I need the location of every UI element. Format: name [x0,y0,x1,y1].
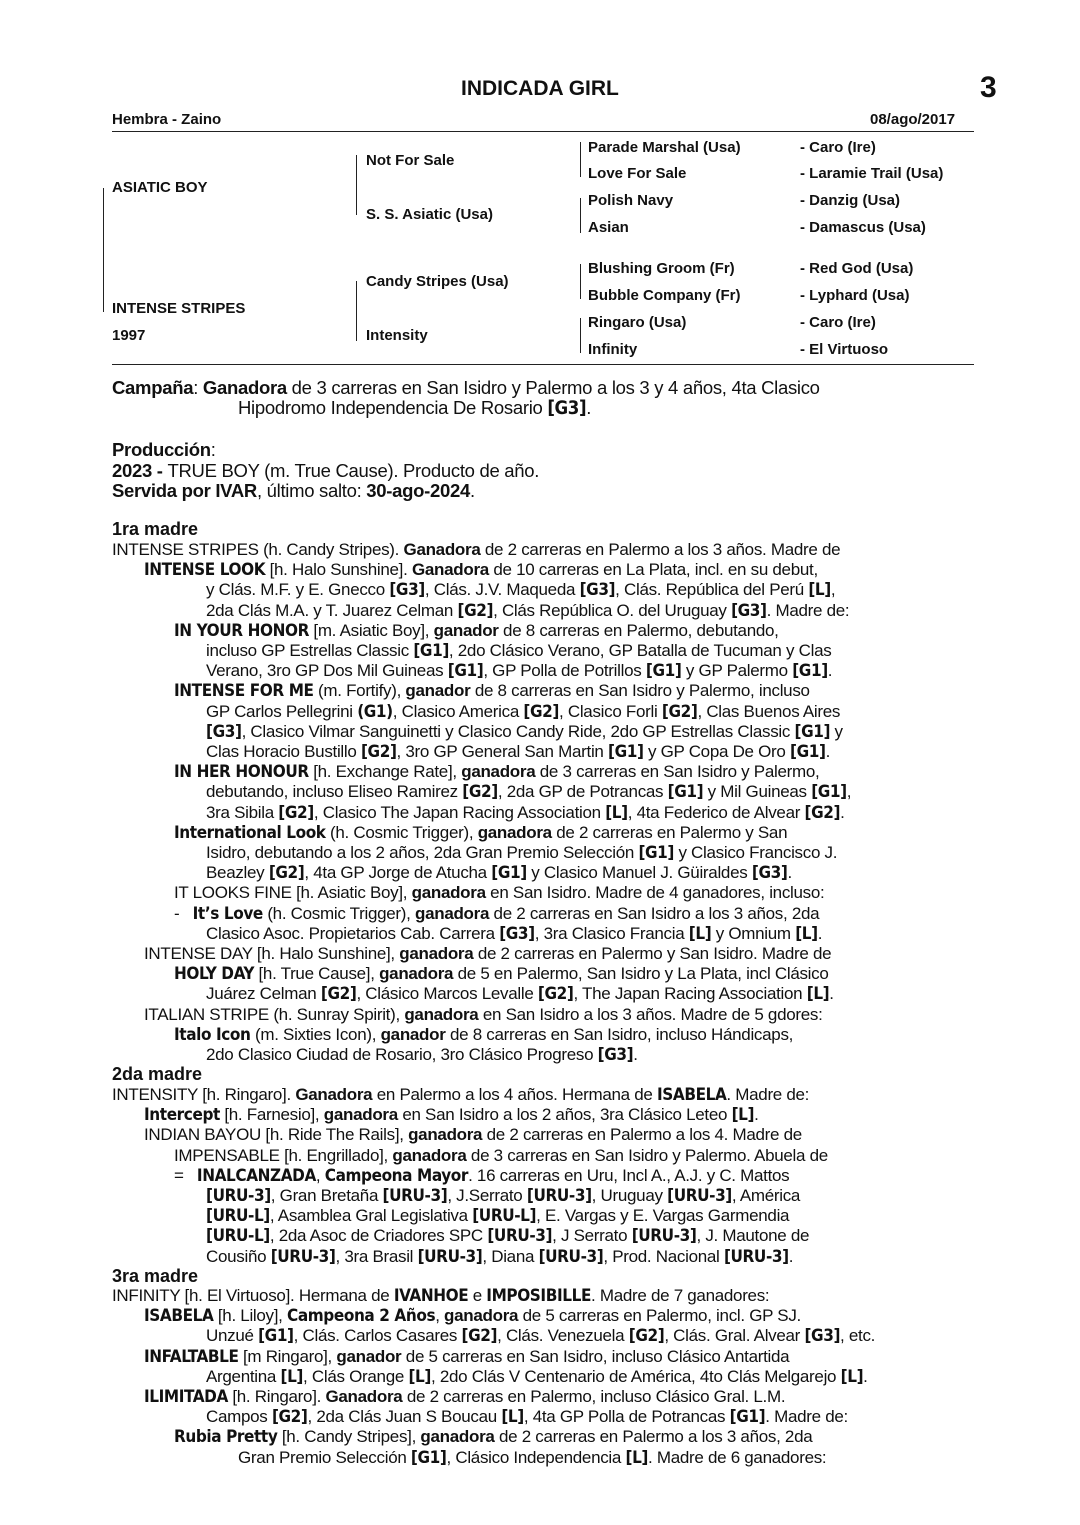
pedigree-gen4: El Virtuoso [809,341,889,358]
production-label: Producción [112,440,211,460]
lot-number: 3 [980,71,997,104]
pedigree-gen4: Damascus (Usa) [809,219,926,236]
second-dam-paragraph: INTENSITY [h. Ringaro]. Ganadora en Palermo a los 4 años. Hermana de ISABELA. Madre de: Intercept [h. Farnesio], ganadora en San Isidro a los 2 años, 3ra Clásico Leteo [L]. INDIAN BAYOU [h. Ride The Rails], ganadora de 2 carreras en Palermo a los 4. Madre de IMPENSABLE [h. Engrillado], ganadora de 3 carreras en San Isidro y Palermo. Abuela de = INALCANZADA, Campeona Mayor. 16 carreras en Uru, Incl A., A.J. y C. Mattos [URU-3], Gran Bretaña [URU-3], J.Serrato [URU-3], Uruguay [URU-3], América [URU-L], Asamblea Gral Legislativa [URU-L], E. Vargas y E. Vargas Garmendia [URU-L], 2da Asoc de Criadores SPC [URU-3], J Serrato [URU-3], J. Mautone de Cousiño [URU-3], 3ra Brasil [URU-3], Diana [URU-3], Prod. Nacional [URU-3]. [112,1085,828,1267]
pedigree-bracket [580,142,581,177]
production-foal: TRUE BOY (m. True Cause). Producto de año. [167,460,540,481]
pedigree-bracket [356,281,357,341]
pedigree-sire: ASIATIC BOY [112,179,208,196]
header-divider [112,131,974,132]
pedigree-gen2: Not For Sale [366,152,455,169]
pedigree-gen3: Infinity [588,341,638,358]
birth-date: 08/ago/2017 [870,111,956,128]
pedigree-gen3: Love For Sale [588,165,687,182]
pedigree-gen3: Ringaro (Usa) [588,314,687,331]
pedigree-divider [112,364,974,365]
pedigree-bracket [356,155,357,215]
pedigree-dam: INTENSE STRIPES [112,300,246,317]
pedigree-gen2: S. S. Asiatic (Usa) [366,206,493,223]
sex-color: Hembra - Zaino [112,111,222,128]
campaign-status: Ganadora [202,378,287,398]
pedigree-gen4: Lyphard (Usa) [809,287,910,304]
first-dam-paragraph: INTENSE STRIPES (h. Candy Stripes). Ganadora de 2 carreras en Palermo a los 3 años. Madre de INTENSE LOOK [h. Halo Sunshine]. Ganadora de 10 carreras en La Plata, incl. en su debut, y Clás. M.F. y E. Gnecco [G3], Clás. J.V. Maqueda [G3], Clás. República del Perú [L], 2da Clás M.A. y T. Juarez Celman [G2], Clás República O. del Uruguay [G3]. Madre de: IN YOUR HONOR [m. Asiatic Boy], ganador de 8 carreras en Palermo, debutando, incluso GP Estrellas Classic [G1], 2do Clásico Verano, GP Batalla de Tucuman y Clas Verano, 3ro GP Dos Mil Guineas [G1], GP Polla de Potrillos [G1] y GP Palermo [G1]. INTENSE FOR ME (m. Fortify), ganador de 8 carreras en San Isidro y Palermo, incluso GP Carlos Pellegrini (G1), Clasico America [G2], Clasico Forli [G2], Clas Buenos Aires [G3], Clasico Vilmar Sanguinetti y Clasico Candy Ride, 2do GP Estrellas Classic [G1] y Clas Horacio Bustillo [G2], 3ro GP General San Martin [G1] y GP Copa De Oro [G1]. IN HER HONOUR [h. Exchange Rate], ganadora de 3 carreras en San Isidro y Palermo, debutando, incluso Eliseo Ramirez [G2], 2da GP de Potrancas [G1] y Mil Guineas [G1], 3ra Sibila [G2], Clasico The Japan Racing Association [L], 4ta Federico de Alvear [G2]. International Look (h. Cosmic Trigger), ganadora de 2 carreras en Palermo y San Isidro, debutando a los 2 años, 2da Gran Premio Selección [G1] y Clasico Francisco J. Beazley [G2], 4ta GP Jorge de Atucha [G1] y Clasico Manuel J. Güiraldes [G3]. IT LOOKS FINE [h. Asiatic Boy], ganadora en San Isidro. Madre de 4 ganadores, incluso: - It’s Love (h. Cosmic Trigger), ganadora de 2 carreras en San Isidro a los 3 años, 2da Clasico Asoc. Propietarios Cab. Carrera [G3], 3ra Clasico Francia [L] y Omnium [L]. INTENSE DAY [h. Halo Sunshine], ganadora de 2 carreras en Palermo y San Isidro. Madre de HOLY DAY [h. True Cause], ganadora de 5 en Palermo, San Isidro y La Plata, incl Clásico Juárez Celman [G2], Clásico Marcos Levalle [G2], The Japan Racing Association [L]. ITALIAN STRIPE (h. Sunray Spirit), ganadora en San Isidro a los 3 años. Madre de 5 gdores: Italo Icon (m. Sixties Icon), ganador de 8 carreras en San Isidro, incluso Hándicaps, 2do Clasico Ciudad de Rosario, 3ro Clásico Progreso [G3]. [112,540,852,1066]
campaign-paragraph: Campaña: Ganadora de 3 carreras en San Isidro y Palermo a los 3 y 4 años, 4ta Clasico Hipodromo Independencia De Rosario [G3]. [112,378,820,419]
pedigree-gen2: Intensity [366,327,428,344]
pedigree-gen2: Candy Stripes (Usa) [366,273,509,290]
pedigree-gen4: Red God (Usa) [809,260,914,277]
pedigree-gen3: Polish Navy [588,192,674,209]
pedigree-gen3: Asian [588,219,629,236]
pedigree-bracket [580,318,581,353]
pedigree-gen3: Bubble Company (Fr) [588,287,741,304]
section-heading: 3ra madre [112,1266,199,1286]
section-heading: 2da madre [112,1064,203,1084]
pedigree-gen4: Caro (Ire) [809,314,876,331]
pedigree-gen3: Blushing Groom (Fr) [588,260,735,277]
page-title: INDICADA GIRL [461,77,619,100]
production-year: 2023 - [112,460,168,481]
pedigree-bracket [580,264,581,299]
pedigree-gen4: Danzig (Usa) [809,192,901,209]
grade-badge: [G3] [547,398,587,419]
served-date: 30-ago-2024 [366,481,470,501]
production-paragraph: Producción: 2023 - TRUE BOY (m. True Cause). Producto de año. Servida por IVAR, último salto: 30-ago-2024. [112,440,540,501]
pedigree-bracket [580,198,581,233]
section-heading: 1ra madre [112,519,199,539]
pedigree-gen4: Laramie Trail (Usa) [809,165,944,182]
pedigree-bracket [103,188,104,312]
pedigree-gen3: Parade Marshal (Usa) [588,139,741,156]
campaign-label: Campaña [112,378,194,398]
third-dam-paragraph: INFINITY [h. El Virtuoso]. Hermana de IVANHOE e IMPOSIBILLE. Madre de 7 ganadores: ISABELA [h. Liloy], Campeona 2 Años, ganadora de 5 carreras en Palermo, incl. GP SJ. Unzué [G1], Clás. Carlos Casares [G2], Clás. Venezuela [G2], Clás. Gral. Alvear [G3], etc. INFALTABLE [m Ringaro], ganador de 5 carreras en San Isidro, incluso Clásico Antartida Argentina [L], Clás Orange [L], 2do Clás V Centenario de América, 4to Clás Melgarejo [L]. ILIMITADA [h. Ringaro]. Ganadora de 2 carreras en Palermo, incluso Clásico Gral. L.M. Campos [G2], 2da Clás Juan S Boucau [L], 4ta GP Polla de Potrancas [G1]. Madre de: Rubia Pretty [h. Candy Stripes], ganadora de 2 carreras en Palermo a los 3 años, 2da Gran Premio Selección [G1], Clásico Independencia [L]. Madre de 6 ganadores: [112,1286,876,1468]
pedigree-gen4: Caro (Ire) [809,139,876,156]
served-stallion: IVAR [215,481,257,501]
pedigree-dam-year: 1997 [112,327,146,344]
